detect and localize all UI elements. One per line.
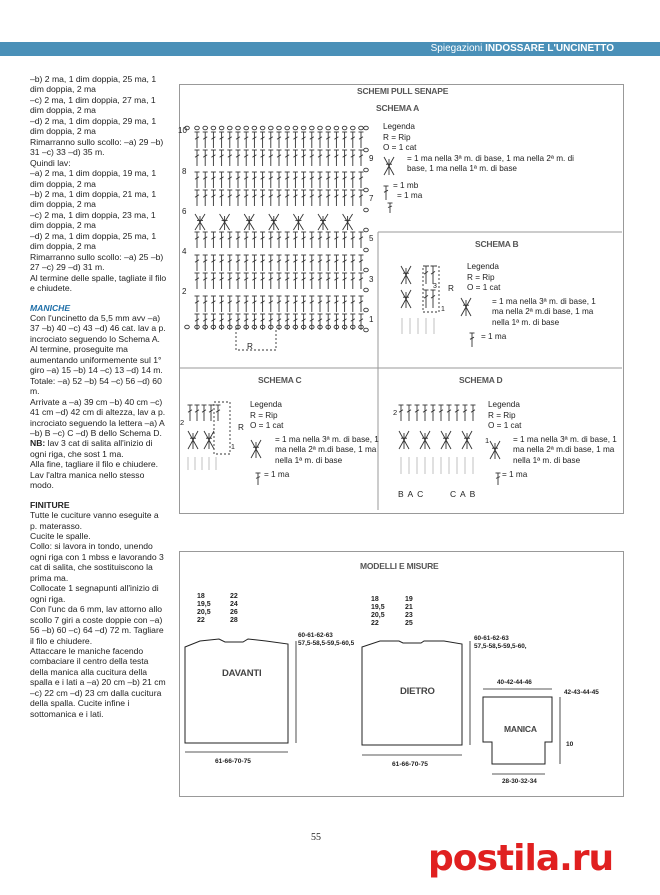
legend-item: = 1 ma nella 3ª m. di base, 1 ma nella 2ª m.di base, 1 ma nella 1ª m. di base [492,296,596,327]
instruction-line: –b) 2 ma, 1 dim doppia, 21 ma, 1 dim doppia, 2 ma [30,188,157,210]
finiture-line: Tutte le cuciture vanno eseguite a p. materasso. [30,510,159,531]
instruction-line: –d) 2 ma, 1 dim doppia, 29 ma, 1 dim doppia, 2 ma [30,115,157,137]
instruction-line: –d) 2 ma, 1 dim doppia, 25 ma, 1 dim doppia, 2 ma [30,230,157,252]
schema-a-repeat-label: R [247,342,253,351]
row-number: 3 [369,275,374,284]
measure: 20,5 [371,612,385,619]
row-number: 8 [182,167,187,176]
instruction-line: –c) 2 ma, 1 dim doppia, 27 ma, 1 dim doppia, 2 ma [30,94,156,116]
legend-item: R = Rip [488,410,516,420]
dietro-height [474,635,527,651]
instruction-line: –b) 2 ma, 1 dim doppia, 25 ma, 1 dim doppia, 2 ma [30,74,157,95]
legend-title: Legenda [467,262,499,271]
dietro-col2 [405,596,413,628]
row-number: 5 [369,234,374,243]
manica-cuff: 10 [566,741,574,748]
schema-c-title: SCHEMA C [258,375,302,385]
legend-item: = 1 ma nella 3ª m. di base, 1 ma nella 2ª m.di base, 1 ma nella 1ª m. di base [275,434,379,465]
watermark-logo: postila.ru [428,838,614,879]
manica-label: MANICA [504,724,537,734]
instruction-line: Al termine delle spalle, tagliate il filo e chiudete. [30,272,167,294]
instruction-line: Rimarranno sullo scollo: –a) 29 –b) 31 –c) 33 –d) 35 m. [30,136,164,158]
maniche-line: Al termine, proseguite ma aumentando uniformemente sul 1° giro –a) 15 –b) 14 –c) 13 –d) 14 m. Totale: –a) 52 –b) 54 –c) 56 –d) 60 m. [30,344,163,397]
row-number: 6 [182,207,187,216]
maniche-end-line: Lav l'altra manica nello stesso modo. [30,469,145,491]
schema-d-letters-left: B A C [398,489,425,499]
finiture-heading: FINITURE [30,499,70,510]
schema-b-repeat-label: R [448,284,454,293]
schema-c-repeat-label: R [238,423,244,432]
finiture-line: Collocate 1 segnapunti all'inizio di ogni riga. [30,583,159,604]
measure: 22 [230,593,238,600]
page-number: 55 [311,832,321,843]
davanti-col1 [197,593,211,625]
dietro-label: DIETRO [400,686,435,697]
measure: 19,5 [371,604,385,611]
legend-item: = 1 ma [397,191,423,200]
measure: 21 [405,604,413,611]
legend-item: = 1 ma nella 3ª m. di base, 1 ma nella 2ª m.di base, 1 ma nella 1ª m. di base [513,434,617,465]
measure: 18 [197,593,205,600]
header-title: INDOSSARE L'UNCINETTO [485,43,614,54]
schema-d-row-left: 2 [393,408,398,417]
measure: 60-61-62-63 [298,632,333,639]
legend-item: = 1 ma [502,470,528,479]
schema-d-title: SCHEMA D [459,375,503,385]
row-number: 4 [182,247,187,256]
finiture-line: Attaccare le maniche facendo combaciare il centro della testa della manica alla cucitura della spalla e i lati a –a) 20 cm –b) 21 cm –c) 22 cm –d) 23 cm dalla cucitura della spalla. Cucite infine i sottomanica e i lati. [30,646,166,719]
instruction-line: –a) 2 ma, 1 dim doppia, 19 ma, 1 dim doppia, 2 ma [30,168,157,189]
legend-item: O = 1 cat [488,421,522,430]
measure: 18 [371,596,379,603]
measure: 20,5 [197,609,211,616]
schema-b-title: SCHEMA B [475,239,519,249]
measure: 26 [230,609,238,616]
row-number: 2 [182,287,187,296]
measure: 57,5-58,5-59,5-60,5 [298,640,355,647]
header-section: Spiegazioni [430,43,483,54]
row-number: 7 [369,194,374,203]
manica-bottom: 28-30-32-34 [502,778,537,785]
legend-item: = 1 ma [264,470,290,479]
davanti-label: DAVANTI [222,668,262,679]
measure: 22 [371,620,379,627]
schema-d-row-right: 1 [485,436,490,445]
maniche-line: Arrivate a –a) 39 cm –b) 40 cm –c) 41 cm –d) 42 cm di altezza, lav a p. incrociato seguendo la lettera –a) A –b) B –c) C –d) B dello Schema D. [30,396,166,438]
schemi-panel-title: SCHEMI PULL SENAPE [357,86,449,96]
instruction-line: Quindi lav: [30,157,71,168]
nb-text: lav 3 cat di salita all'inizio di ogni riga, che sost 1 ma. [30,438,153,459]
schema-c-row-right: 1 [231,444,235,451]
legend-item: R = Rip [467,272,495,282]
nb-label: NB: [30,438,46,449]
manica-side: 42-43-44-45 [564,689,599,696]
measure: 57,5-58,5-59,5-60, [474,643,527,650]
instruction-line: –c) 2 ma, 1 dim doppia, 23 ma, 1 dim doppia, 2 ma [30,209,156,231]
measure: 28 [230,617,238,624]
davanti-shape [185,639,288,743]
davanti-width: 61-66-70-75 [215,758,251,765]
legend-item: O = 1 cat [250,421,284,430]
schema-d-letters-right: C A B [450,489,477,499]
legend-item: O = 1 cat [467,283,501,292]
row-number: 9 [369,154,374,163]
legend-title: Legenda [250,400,282,409]
legend-item: = 1 ma [481,332,507,341]
legend-item: = 1 mb [393,180,419,190]
row-number: 10 [178,126,187,135]
manica-top: 40-42-44-46 [497,679,532,686]
measure: 60-61-62-63 [474,635,509,642]
schema-b-row-1: 1 [441,306,445,313]
legend-item: O = 1 cat [383,143,417,152]
measure: 25 [405,620,413,627]
legend-title: Legenda [383,122,415,131]
maniche-line: Con l'uncinetto da 5,5 mm avv –a) 37 –b) 40 –c) 43 –d) 46 cat. lav a p. incrociato seguendo lo Schema A. [30,312,166,344]
finiture-line: Collo: si lavora in tondo, unendo ogni riga con 1 mbss e lavorando 3 cat di salita, che sostituiscono la prima ma. [30,541,164,583]
dietro-col1 [371,596,385,628]
legend-item: = 1 ma nella 3ª m. di base, 1 ma nella 2ª m. di base, 1 ma nella 1ª m. di base [407,153,574,173]
schema-c-row-left: 2 [180,418,185,427]
schema-a-title: SCHEMA A [376,103,420,113]
legend-item: R = Rip [250,410,278,420]
maniche-end-line: Alla fine, tagliare il filo e chiudere. [30,459,159,470]
schema-b-row-3: 3 [433,283,437,290]
measure: 23 [405,612,413,619]
measure: 19,5 [197,601,211,608]
davanti-col2 [230,593,238,625]
legend-title: Legenda [488,400,520,409]
dietro-width: 61-66-70-75 [392,761,428,768]
maniche-heading: MANICHE [30,302,71,313]
measure: 24 [230,601,238,608]
row-number: 1 [369,315,374,324]
measure: 22 [197,617,205,624]
finiture-line: Con l'unc da 6 mm, lav attorno allo scollo 7 giri a coste doppie con –a) 56 –b) 60 –c) 64 –d) 72 m. Tagliare il filo e chiudere. [30,604,164,646]
finiture-line: Cucite le spalle. [30,531,91,542]
modelli-panel-title: MODELLI E MISURE [360,561,439,571]
legend-item: R = Rip [383,132,411,142]
davanti-height [298,632,354,648]
measure: 19 [405,596,413,603]
instruction-line: Rimarranno sullo scollo: –a) 25 –b) 27 –c) 29 –d) 31 m. [30,251,164,273]
